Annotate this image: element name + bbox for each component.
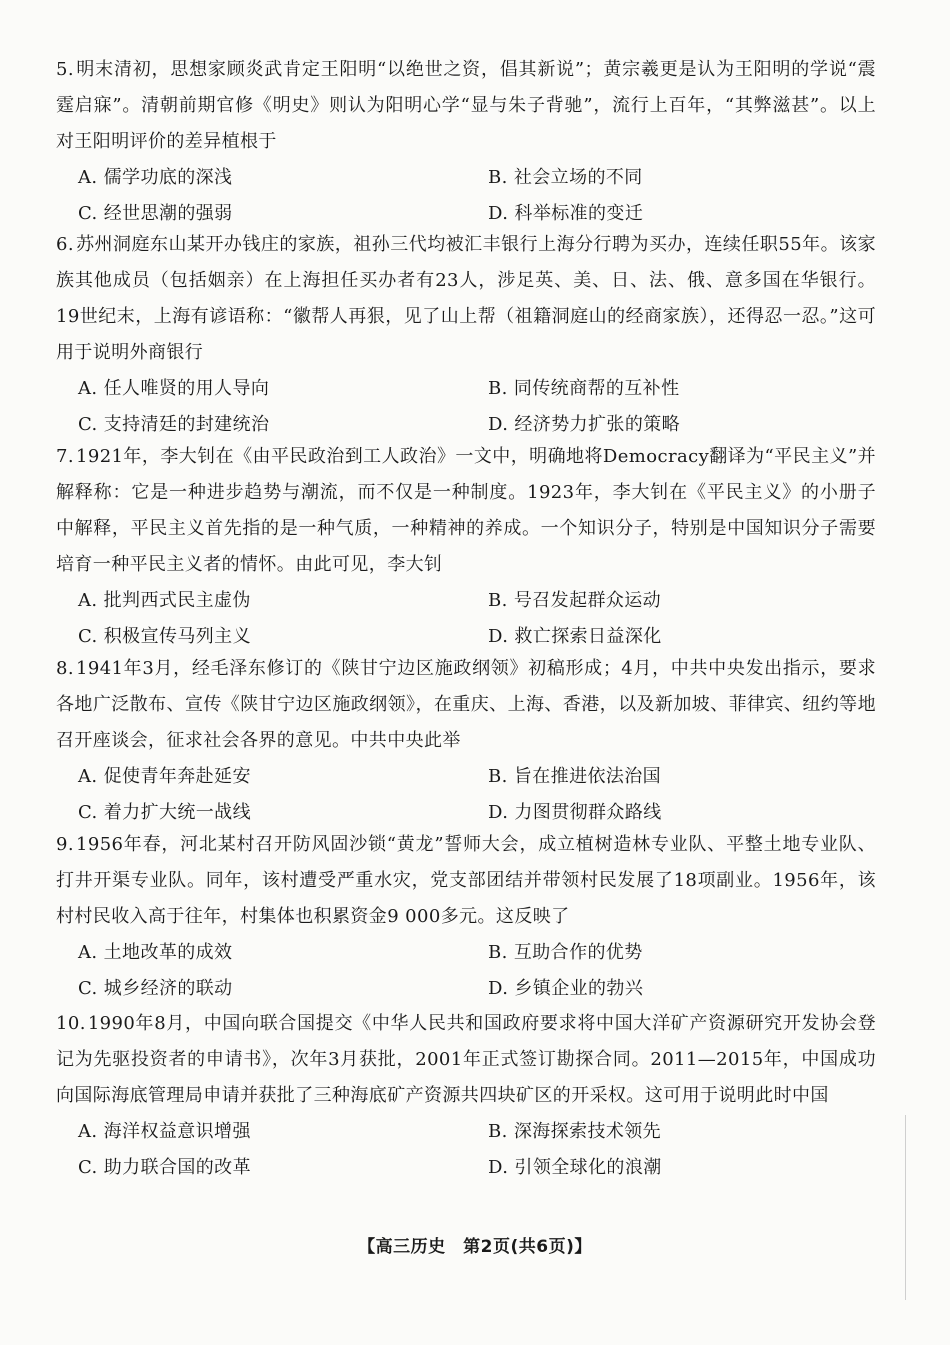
question-6 <box>56 227 876 443</box>
question-text: 苏州洞庭东山某开办钱庄的家族，祖孙三代均被汇丰银行上海分行聘为买办，连续任职55年。该家族其他成员（包括姻亲）在上海担任买办者有23人，涉足英、美、日、法、俄、意多国在华银行。19世纪末，上海有谚语称：“徽帮人再狠，见了山上帮（祖籍洞庭山的经商家族），还得忍一忍。”这可用于说明外商银行 <box>56 234 876 363</box>
question-number: 9. <box>56 834 74 855</box>
option-b[interactable]: B. 深海探索技术领先 <box>488 1121 662 1142</box>
options-grid <box>78 371 876 443</box>
options-grid <box>78 583 876 655</box>
question-text: 1956年春，河北某村召开防风固沙锁“黄龙”誓师大会，成立植树造林专业队、平整土地专业队、打井开渠专业队。同年，该村遭受严重水灾，党支部团结并带领村民发展了18项副业。1956年，该村村民收入高于往年，村集体也积累资金9 000多元。这反映了 <box>56 834 876 927</box>
options-grid <box>78 160 876 232</box>
option-a[interactable]: A. 土地改革的成效 <box>78 942 233 963</box>
question-stem <box>56 227 876 371</box>
option-b[interactable]: B. 社会立场的不同 <box>488 167 643 188</box>
options-grid <box>78 759 876 831</box>
option-d[interactable]: D. 引领全球化的浪潮 <box>488 1157 662 1178</box>
question-number: 8. <box>56 658 74 679</box>
option-a[interactable]: A. 海洋权益意识增强 <box>78 1121 251 1142</box>
question-text: 明末清初，思想家顾炎武肯定王阳明“以绝世之资，倡其新说”；黄宗羲更是认为王阳明的学说“震霆启寐”。清朝前期官修《明史》则认为阳明心学“显与朱子背驰”，流行上百年，“其弊滋甚”。以上对王阳明评价的差异植根于 <box>56 59 876 152</box>
option-b[interactable]: B. 旨在推进依法治国 <box>488 766 662 787</box>
question-number: 5. <box>56 59 74 80</box>
option-a[interactable]: A. 批判西式民主虚伪 <box>78 590 251 611</box>
question-10 <box>56 1006 876 1186</box>
scan-edge-line <box>905 1115 906 1300</box>
options-grid <box>78 1114 876 1186</box>
option-d[interactable]: D. 乡镇企业的勃兴 <box>488 978 644 999</box>
option-a[interactable]: A. 任人唯贤的用人导向 <box>78 378 270 399</box>
option-d[interactable]: D. 救亡探索日益深化 <box>488 626 662 647</box>
question-stem <box>56 439 876 583</box>
option-a[interactable]: A. 促使青年奔赴延安 <box>78 766 251 787</box>
question-stem <box>56 651 876 759</box>
option-c[interactable]: C. 助力联合国的改革 <box>78 1157 251 1178</box>
question-8 <box>56 651 876 831</box>
option-c[interactable]: C. 城乡经济的联动 <box>78 978 233 999</box>
question-number: 6. <box>56 234 74 255</box>
option-c[interactable]: C. 着力扩大统一战线 <box>78 802 251 823</box>
question-stem <box>56 1006 876 1114</box>
option-d[interactable]: D. 科举标准的变迁 <box>488 203 644 224</box>
question-stem <box>56 827 876 935</box>
option-d[interactable]: D. 力图贯彻群众路线 <box>488 802 662 823</box>
option-c[interactable]: C. 积极宣传马列主义 <box>78 626 251 647</box>
question-number: 7. <box>56 446 74 467</box>
option-b[interactable]: B. 互助合作的优势 <box>488 942 643 963</box>
option-c[interactable]: C. 经世思潮的强弱 <box>78 203 233 224</box>
question-9 <box>56 827 876 1007</box>
question-7 <box>56 439 876 655</box>
option-c[interactable]: C. 支持清廷的封建统治 <box>78 414 270 435</box>
question-5 <box>56 52 876 232</box>
question-stem <box>56 52 876 160</box>
options-grid <box>78 935 876 1007</box>
question-number: 10. <box>56 1013 86 1034</box>
page-footer: 【高三历史 第2页(共6页)】 <box>358 1237 592 1257</box>
question-text: 1941年3月，经毛泽东修订的《陕甘宁边区施政纲领》初稿形成；4月，中共中央发出指示，要求各地广泛散布、宣传《陕甘宁边区施政纲领》，在重庆、上海、香港，以及新加坡、菲律宾、纽约等地召开座谈会，征求社会各界的意见。中共中央此举 <box>56 658 876 751</box>
option-b[interactable]: B. 号召发起群众运动 <box>488 590 662 611</box>
option-b[interactable]: B. 同传统商帮的互补性 <box>488 378 680 399</box>
question-text: 1921年，李大钊在《由平民政治到工人政治》一文中，明确地将Democracy翻译为“平民主义”并解释称：它是一种进步趋势与潮流，而不仅是一种制度。1923年，李大钊在《平民主义》的小册子中解释，平民主义首先指的是一种气质，一种精神的养成。一个知识分子，特别是中国知识分子需要培育一种平民主义者的情怀。由此可见，李大钊 <box>56 446 876 575</box>
question-text: 1990年8月，中国向联合国提交《中华人民共和国政府要求将中国大洋矿产资源研究开发协会登记为先驱投资者的申请书》，次年3月获批，2001年正式签订勘探合同。2011—2015年，中国成功向国际海底管理局申请并获批了三种海底矿产资源共四块矿区的开采权。这可用于说明此时中国 <box>56 1013 876 1106</box>
option-a[interactable]: A. 儒学功底的深浅 <box>78 167 233 188</box>
option-d[interactable]: D. 经济势力扩张的策略 <box>488 414 681 435</box>
